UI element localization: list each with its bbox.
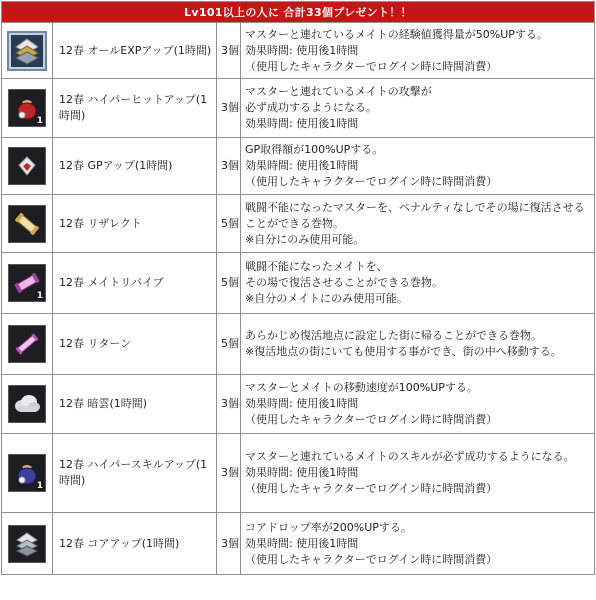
item-count: 3個 bbox=[217, 79, 241, 138]
present-item-table bbox=[1, 1, 595, 575]
item-stack-count: 1 bbox=[36, 481, 43, 491]
item-description bbox=[241, 513, 595, 575]
description-line: マスターと連れているメイトの経験値獲得量が50%UPする。 bbox=[245, 27, 548, 41]
item-name: 12春 リザレクト bbox=[53, 195, 217, 253]
cloud-icon bbox=[8, 385, 46, 423]
table-row bbox=[2, 195, 595, 253]
item-icon-cell bbox=[2, 79, 53, 138]
item-icon-cell bbox=[2, 434, 53, 513]
description-line: 戦闘不能になったメイトを、 bbox=[245, 260, 388, 273]
pouch-blue-icon bbox=[8, 454, 46, 492]
item-stack-count: 1 bbox=[36, 291, 43, 301]
description-line: 効果時間: 使用後1時間 bbox=[245, 466, 359, 479]
item-icon-cell bbox=[2, 513, 53, 575]
description-line: 効果時間: 使用後1時間 bbox=[245, 159, 359, 172]
description-line: ※自分にのみ使用可能。 bbox=[245, 232, 365, 246]
description-line: マスターと連れているメイトのスキルが必ず成功するようになる。 bbox=[245, 450, 575, 463]
item-name: 12春 ハイパーヒットアップ(1時間) bbox=[53, 79, 217, 138]
item-count: 3個 bbox=[217, 23, 241, 79]
description-line: その場で復活させることができる巻物。 bbox=[245, 276, 443, 289]
item-icon-cell bbox=[2, 314, 53, 375]
item-description bbox=[241, 195, 595, 253]
table-row bbox=[2, 314, 595, 375]
item-name: 12春 GPアップ(1時間) bbox=[53, 138, 217, 195]
core-crest-icon bbox=[8, 525, 46, 563]
description-line: 必ず成功するようになる。 bbox=[245, 101, 377, 114]
table-row bbox=[2, 513, 595, 575]
description-line: 戦闘不能になったマスターを、ペナルティなしでその場に復活させることができる巻物。 bbox=[245, 200, 585, 230]
item-count: 5個 bbox=[217, 195, 241, 253]
exp-crest-icon bbox=[7, 31, 47, 71]
item-count: 5個 bbox=[217, 253, 241, 314]
header-row bbox=[2, 2, 595, 23]
item-icon-cell bbox=[2, 195, 53, 253]
item-description bbox=[241, 253, 595, 314]
table-row bbox=[2, 79, 595, 138]
item-description bbox=[241, 314, 595, 375]
scroll-purple-icon bbox=[8, 264, 46, 302]
item-count: 5個 bbox=[217, 314, 241, 375]
description-line: 効果時間: 使用後1時間 bbox=[245, 536, 359, 550]
item-icon-cell bbox=[2, 138, 53, 195]
item-description bbox=[241, 79, 595, 138]
item-name: 12春 メイトリバイブ bbox=[53, 253, 217, 314]
description-line: GP取得額が100%UPする。 bbox=[245, 143, 384, 156]
gp-crystal-icon bbox=[8, 147, 46, 185]
item-count: 3個 bbox=[217, 375, 241, 434]
scroll-gold-icon bbox=[8, 205, 46, 243]
table-row bbox=[2, 253, 595, 314]
item-name: 12春 暗雲(1時間) bbox=[53, 375, 217, 434]
scroll-return-icon bbox=[8, 325, 46, 363]
description-line: 効果時間: 使用後1時間 bbox=[245, 397, 359, 410]
item-description bbox=[241, 434, 595, 513]
table-header: Lv101以上の人に 合計33個プレゼント！！ bbox=[2, 2, 595, 23]
item-description bbox=[241, 375, 595, 434]
table-row bbox=[2, 375, 595, 434]
description-line: マスターと連れているメイトの攻撃が bbox=[245, 85, 432, 98]
item-description bbox=[241, 23, 595, 79]
item-count: 3個 bbox=[217, 138, 241, 195]
description-line: 効果時間: 使用後1時間 bbox=[245, 117, 359, 130]
description-line: コアドロップ率が200%UPする。 bbox=[245, 520, 412, 534]
item-count: 3個 bbox=[217, 513, 241, 575]
item-icon-cell bbox=[2, 375, 53, 434]
description-line: 効果時間: 使用後1時間 bbox=[245, 43, 359, 57]
item-icon-cell bbox=[2, 253, 53, 314]
description-line: （使用したキャラクターでログイン時に時間消費） bbox=[245, 482, 498, 495]
table-row bbox=[2, 138, 595, 195]
item-icon-cell bbox=[2, 23, 53, 79]
description-line: （使用したキャラクターでログイン時に時間消費） bbox=[245, 552, 498, 566]
table-row bbox=[2, 434, 595, 513]
item-stack-count: 1 bbox=[36, 116, 43, 126]
description-line: （使用したキャラクターでログイン時に時間消費） bbox=[245, 59, 498, 73]
description-line: ※復活地点の街にいても使用する事ができ、街の中へ移動する。 bbox=[245, 345, 562, 358]
description-line: あらかじめ復活地点に設定した街に帰ることができる巻物。 bbox=[245, 329, 542, 342]
description-line: （使用したキャラクターでログイン時に時間消費） bbox=[245, 175, 498, 188]
item-description bbox=[241, 138, 595, 195]
pouch-red-icon bbox=[8, 89, 46, 127]
description-line: ※自分のメイトにのみ使用可能。 bbox=[245, 292, 408, 305]
item-name: 12春 コアアップ(1時間) bbox=[53, 513, 217, 575]
item-name: 12春 リターン bbox=[53, 314, 217, 375]
item-count: 3個 bbox=[217, 434, 241, 513]
item-name: 12春 ハイパースキルアップ(1時間) bbox=[53, 434, 217, 513]
table-row bbox=[2, 23, 595, 79]
description-line: （使用したキャラクターでログイン時に時間消費） bbox=[245, 413, 498, 426]
description-line: マスターとメイトの移動速度が100%UPする。 bbox=[245, 381, 478, 394]
item-name: 12春 オールEXPアップ(1時間) bbox=[53, 23, 217, 79]
